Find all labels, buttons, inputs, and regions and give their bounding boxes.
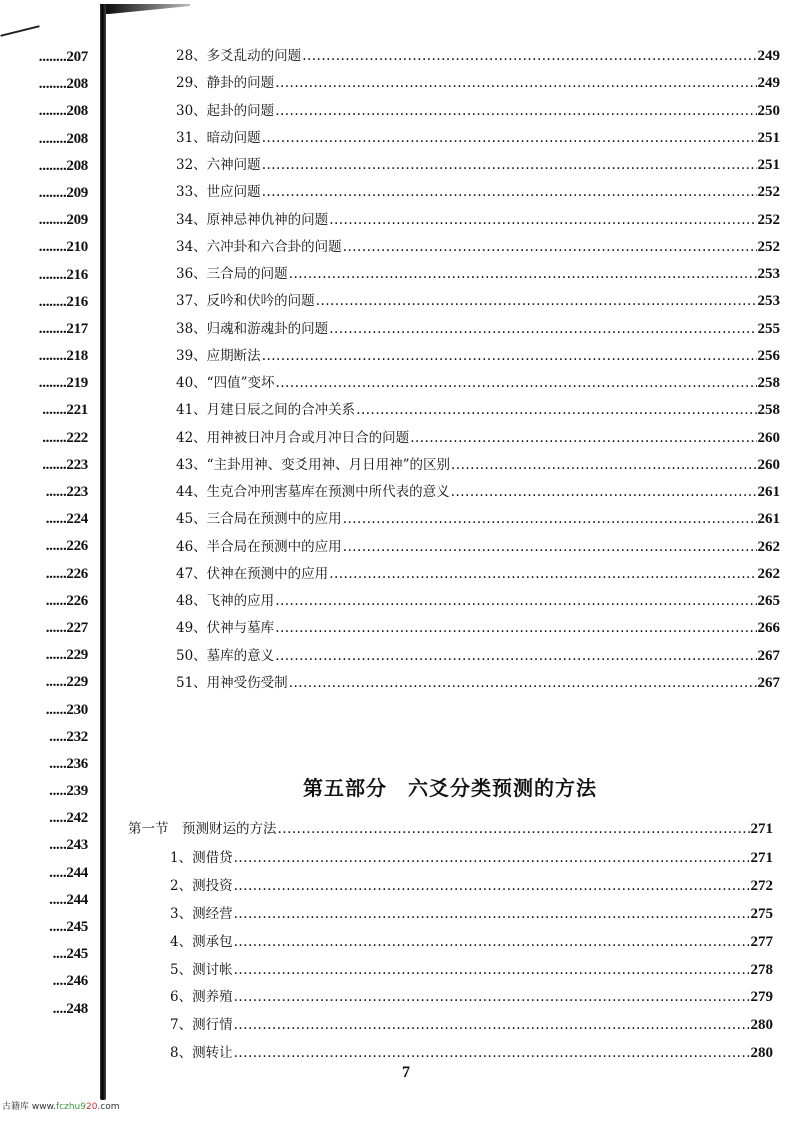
left-page-ref: ........208 [38, 130, 88, 147]
left-page-ref: .....239 [49, 783, 88, 800]
toc-entry [170, 930, 773, 958]
left-page-ref: ........216 [38, 266, 88, 283]
toc-entry [170, 846, 773, 874]
entry-page: 253 [757, 293, 780, 310]
entry-page: 251 [757, 129, 780, 146]
entry-title: 7、测行情 [170, 1017, 233, 1034]
binding-spine [100, 4, 106, 1100]
toc-entry [176, 589, 780, 616]
left-page-ref: .......221 [42, 402, 88, 419]
toc-entry [176, 44, 780, 71]
toc-entry [176, 507, 780, 534]
left-page-ref: ........218 [38, 348, 88, 365]
entry-title: 38、归魂和游魂卦的问题 [176, 320, 329, 337]
part-heading: 第五部分 六爻分类预测的方法 [303, 776, 597, 800]
toc-entry [176, 126, 780, 153]
leader-dots [275, 75, 756, 91]
entry-page: 265 [757, 593, 780, 609]
leader-dots [275, 620, 756, 636]
leader-dots [262, 157, 757, 173]
leader-dots [234, 906, 750, 922]
entry-title: 34、原神忌神仇神的问题 [176, 211, 329, 228]
entry-page: 272 [750, 877, 773, 894]
entry-title: 4、测承包 [170, 933, 233, 950]
leader-dots [275, 375, 756, 391]
toc-entry [170, 958, 773, 986]
toc-entry [170, 874, 773, 902]
entry-page: 267 [757, 674, 780, 691]
left-page-ref: ....246 [52, 973, 88, 990]
entry-title: 30、起卦的问题 [176, 102, 275, 119]
left-page-ref: ......229 [45, 647, 88, 664]
toc-entry [176, 562, 780, 589]
entry-title: 45、三合局在预测中的应用 [176, 511, 342, 528]
left-page-ref: .......222 [42, 429, 88, 446]
toc-entry [176, 344, 780, 371]
entry-page: 255 [757, 320, 780, 337]
entry-page: 262 [757, 565, 780, 582]
entry-page: 271 [750, 850, 773, 866]
left-page-column [0, 44, 88, 1023]
entry-page: 252 [757, 184, 780, 201]
entry-page: 278 [750, 961, 773, 978]
leader-dots [343, 239, 757, 255]
left-page-ref: .....243 [49, 837, 88, 854]
left-page-ref: ........209 [38, 184, 88, 201]
leader-dots [262, 348, 757, 364]
entry-title: 33、世应问题 [176, 184, 261, 201]
leader-dots [262, 184, 757, 200]
leader-dots [275, 648, 756, 664]
leader-dots [289, 266, 757, 282]
toc-entry [176, 480, 780, 507]
leader-dots [343, 511, 757, 527]
left-page-ref: ......226 [45, 592, 88, 609]
entry-title: 41、月建日辰之间的合冲关系 [176, 402, 356, 419]
entry-page: 280 [750, 1045, 773, 1062]
entry-title: 34、六冲卦和六合卦的问题 [176, 238, 342, 255]
leader-dots [234, 1017, 750, 1033]
toc-entry [176, 616, 780, 643]
watermark: 古籍库 www.fczhu920.com [2, 1102, 120, 1112]
entry-page: 260 [757, 429, 780, 446]
toc-entries [176, 44, 780, 698]
leader-dots [234, 934, 750, 950]
leader-dots [356, 402, 756, 418]
left-page-ref: ....245 [52, 946, 88, 963]
left-page-ref: ........216 [38, 293, 88, 310]
section-page: 271 [750, 821, 773, 837]
left-page-ref: ........217 [38, 320, 88, 337]
left-page-ref: ........219 [38, 375, 88, 392]
entry-title: 2、测投资 [170, 877, 233, 894]
entry-page: 261 [757, 511, 780, 528]
toc-entry [176, 398, 780, 425]
leader-dots [329, 212, 756, 228]
leader-dots [329, 566, 756, 582]
leader-dots [234, 962, 750, 978]
entry-title: 51、用神受伤受制 [176, 674, 288, 691]
entry-page: 279 [750, 989, 773, 1006]
entry-title: 48、飞神的应用 [176, 593, 275, 609]
leader-dots [234, 989, 750, 1005]
leader-dots [234, 1045, 750, 1061]
entry-title: 3、测经营 [170, 905, 233, 922]
entry-title: 49、伏神与墓库 [176, 620, 275, 637]
left-page-ref: ........208 [38, 157, 88, 174]
entry-title: 39、应期断法 [176, 347, 261, 364]
left-page-ref: ......223 [45, 484, 88, 500]
left-page-ref: ......224 [45, 511, 88, 528]
toc-entry [176, 153, 780, 180]
entry-page: 260 [757, 456, 780, 473]
entry-page: 262 [757, 538, 780, 555]
entry-title: 36、三合局的问题 [176, 266, 288, 282]
entry-title: 37、反吟和伏吟的问题 [176, 293, 315, 310]
toc-entry [176, 208, 780, 235]
section-entry [128, 817, 773, 844]
toc-entry [176, 371, 780, 398]
left-page-ref: .....245 [49, 919, 88, 935]
toc-entry [176, 671, 780, 698]
leader-dots [289, 675, 757, 691]
toc-entry [176, 99, 780, 126]
toc-entry [170, 902, 773, 930]
toc-entry [176, 644, 780, 671]
left-page-ref: ........210 [38, 239, 88, 256]
leader-dots [234, 850, 750, 866]
entry-page: 277 [750, 933, 773, 950]
entry-page: 252 [757, 238, 780, 255]
left-page-ref: .......223 [42, 456, 88, 473]
left-page-ref: ......226 [45, 538, 88, 555]
entry-page: 258 [757, 375, 780, 391]
toc-entry [176, 71, 780, 98]
entry-page: 266 [757, 620, 780, 637]
leader-dots [410, 430, 756, 446]
leader-dots [451, 457, 757, 473]
entry-title: 1、测借贷 [170, 850, 233, 866]
entry-page: 251 [757, 157, 780, 173]
left-page-ref: .....242 [49, 810, 88, 827]
entry-page: 258 [757, 402, 780, 419]
binding-shadow [100, 4, 190, 14]
entry-title: 32、六神问题 [176, 157, 261, 173]
toc-entry [176, 289, 780, 316]
leader-dots [275, 593, 756, 609]
entry-title: 31、暗动问题 [176, 129, 261, 146]
toc-entry [176, 317, 780, 344]
leader-dots [275, 103, 756, 119]
entry-page: 256 [757, 347, 780, 364]
entry-title: 43、“主卦用神、变爻用神、月日用神”的区别 [176, 456, 450, 473]
left-page-ref: ........208 [38, 103, 88, 120]
entry-page: 250 [757, 102, 780, 119]
entry-title: 47、伏神在预测中的应用 [176, 565, 329, 582]
leader-dots [343, 539, 757, 555]
leader-dots [262, 130, 757, 146]
toc-entry [170, 1041, 773, 1069]
toc-entry [176, 180, 780, 207]
toc-entry [176, 535, 780, 562]
left-page-ref: ......229 [45, 674, 88, 691]
entry-title: 28、多爻乱动的问题 [176, 48, 302, 64]
entry-title: 40、“四值”变坏 [176, 375, 275, 391]
entry-title: 5、测讨帐 [170, 961, 233, 978]
leader-dots [234, 878, 750, 894]
leader-dots [278, 821, 750, 837]
left-page-ref: .....232 [49, 728, 88, 745]
entry-page: 249 [757, 75, 780, 92]
toc-entry [176, 453, 780, 480]
entry-page: 252 [757, 211, 780, 228]
leader-dots [329, 321, 756, 337]
toc-entry [170, 985, 773, 1013]
left-page-ref: ......230 [45, 701, 88, 718]
sub-entries [170, 846, 773, 1069]
entry-title: 46、半合局在预测中的应用 [176, 538, 342, 555]
toc-entry [176, 262, 780, 289]
entry-title: 29、静卦的问题 [176, 75, 275, 92]
entry-page: 267 [757, 647, 780, 664]
entry-page: 249 [757, 48, 780, 64]
left-page-ref: .....244 [49, 891, 88, 908]
left-page-ref: ........208 [38, 76, 88, 93]
entry-page: 253 [757, 266, 780, 282]
entry-page: 280 [750, 1017, 773, 1034]
leader-dots [451, 484, 757, 500]
pen-mark [0, 25, 39, 37]
leader-dots [316, 293, 757, 309]
entry-title: 42、用神被日冲月合或月冲日合的问题 [176, 429, 410, 446]
left-page-ref: ........209 [38, 212, 88, 229]
left-page-ref: ......227 [45, 619, 88, 636]
entry-page: 261 [757, 484, 780, 500]
left-page-ref: ....248 [52, 1000, 88, 1017]
entry-page: 275 [750, 905, 773, 922]
entry-title: 8、测转让 [170, 1045, 233, 1062]
toc-entry [170, 1013, 773, 1041]
left-page-ref: ........207 [38, 49, 88, 65]
left-page-ref: .....244 [49, 864, 88, 881]
leader-dots [302, 48, 756, 64]
entry-title: 6、测养殖 [170, 989, 233, 1006]
left-page-ref: ......226 [45, 565, 88, 582]
section-title: 第一节 预测财运的方法 [128, 821, 277, 837]
left-page-ref: .....236 [49, 755, 88, 772]
entry-title: 50、墓库的意义 [176, 647, 275, 664]
page-number: 7 [402, 1064, 410, 1081]
entry-title: 44、生克合冲刑害墓库在预测中所代表的意义 [176, 484, 450, 500]
toc-entry [176, 426, 780, 453]
toc-entry [176, 235, 780, 262]
